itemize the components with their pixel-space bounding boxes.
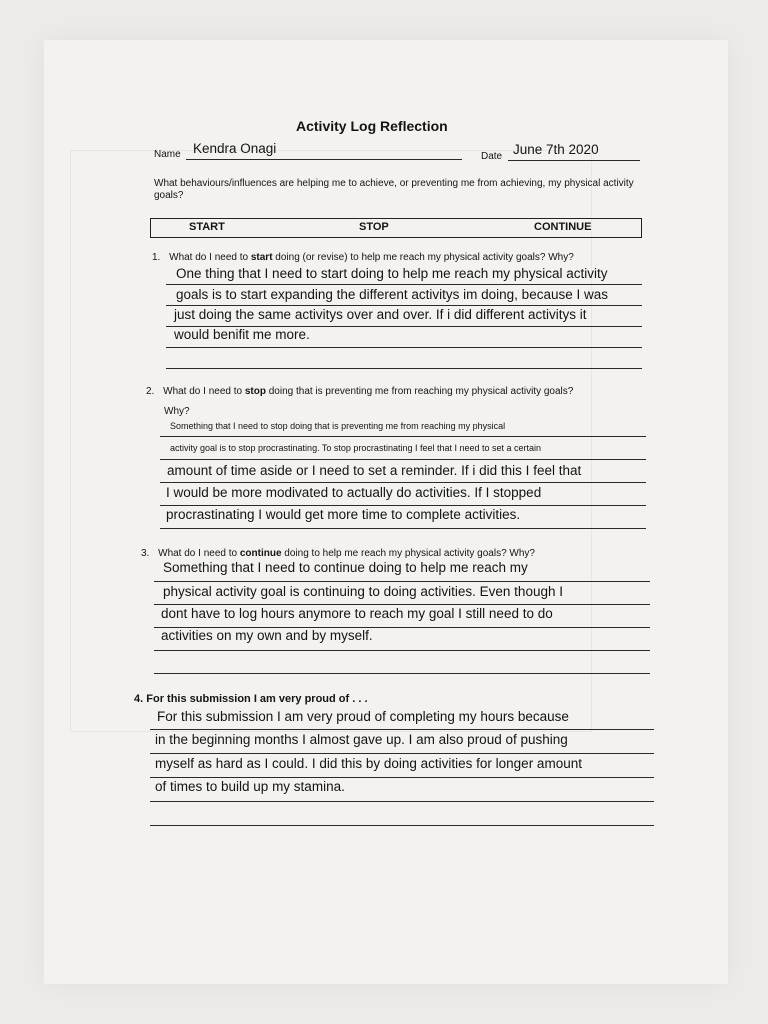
question-2-pre: What do I need to (163, 386, 245, 397)
q2-rule-5 (160, 528, 646, 529)
date-value: June 7th 2020 (513, 142, 599, 157)
q3-rule-2 (154, 604, 650, 605)
q3-answer-line-3: dont have to log hours anymore to reach my goal I still need to do (161, 606, 553, 621)
q3-rule-4 (154, 650, 650, 651)
name-line (186, 159, 462, 160)
q4-answer-line-3: myself as hard as I could. I did this by doing activities for longer amount (155, 756, 582, 771)
q2-small-answer-line-2: activity goal is to stop procrastinating. To stop procrastinating I feel that I need to set a certain (170, 443, 542, 453)
continue-column-label: CONTINUE (534, 221, 592, 233)
start-stop-continue-box (150, 218, 642, 238)
q2-answer-line-1: amount of time aside or I need to set a reminder. If i did this I feel that (167, 463, 582, 478)
q1-rule-4 (166, 347, 642, 348)
date-label: Date (481, 151, 503, 162)
q1-answer-line-1: One thing that I need to start doing to help me reach my physical activity (176, 266, 608, 281)
question-2-number: 2. (146, 386, 155, 397)
date-line (508, 160, 640, 161)
question-2 (146, 386, 573, 398)
form-title: Activity Log Reflection (296, 118, 448, 134)
q2-rule-1 (160, 436, 646, 437)
q2-rule-4 (160, 505, 646, 506)
q1-answer-line-2: goals is to start expanding the different activitys im doing, because I was (176, 287, 608, 302)
q2-small-answer-line-1: Something that I need to stop doing that is preventing me from reaching my physical (170, 421, 506, 431)
q3-answer-line-4: activities on my own and by myself. (161, 628, 373, 643)
question-3-post: doing to help me reach my physical activity goals? Why? (281, 548, 535, 559)
q4-rule-2 (150, 753, 654, 754)
question-1-post: doing (or revise) to help me reach my physical activity goals? Why? (272, 252, 574, 263)
q2-rule-2 (160, 459, 646, 460)
q3-rule-5 (154, 673, 650, 674)
question-2-keyword: stop (244, 386, 266, 397)
q4-rule-1 (150, 729, 654, 730)
q1-answer-line-3: just doing the same activitys over and over. If i did different activitys it (174, 307, 587, 322)
question-3-pre: What do I need to (158, 548, 240, 559)
stop-column-label: STOP (359, 221, 389, 233)
q4-rule-5 (150, 825, 654, 826)
name-value: Kendra Onagi (193, 141, 277, 156)
question-2-why: Why? (164, 406, 190, 417)
name-label: Name (154, 149, 181, 160)
q4-rule-4 (150, 801, 654, 802)
q4-rule-3 (150, 777, 654, 778)
q1-rule-1 (166, 284, 642, 285)
question-1-number: 1. (152, 252, 161, 263)
q2-answer-line-3: procrastinating I would get more time to complete activities. (166, 507, 521, 522)
question-1-keyword: start (250, 252, 273, 263)
question-3-number: 3. (141, 548, 150, 559)
q1-answer-line-4: would benifit me more. (174, 327, 310, 342)
q1-rule-5 (166, 368, 642, 369)
intro-question: What behaviours/influences are helping me to achieve, or preventing me from achieving, my physical activity goals? (154, 178, 634, 201)
q4-answer-line-4: of times to build up my stamina. (155, 779, 345, 794)
question-1 (152, 252, 574, 264)
q3-answer-line-2: physical activity goal is continuing to doing activities. Even though I (163, 584, 563, 599)
q3-rule-1 (154, 581, 650, 582)
question-2-post: doing that is preventing me from reaching my physical activity goals? (265, 386, 574, 397)
q4-answer-line-2: in the beginning months I almost gave up. I am also proud of pushing (155, 732, 568, 747)
q4-answer-line-1: For this submission I am very proud of completing my hours because (157, 709, 569, 724)
question-3 (141, 548, 535, 560)
start-column-label: START (189, 221, 225, 233)
question-4 (134, 693, 368, 705)
question-1-pre: What do I need to (169, 252, 251, 263)
question-3-keyword: continue (239, 548, 282, 559)
q2-answer-line-2: I would be more modivated to actually do activities. If I stopped (166, 485, 542, 500)
q1-rule-2 (166, 305, 642, 306)
question-4-prompt: For this submission I am very proud of . . . (146, 693, 368, 705)
q3-answer-line-1: Something that I need to continue doing to help me reach my (163, 560, 528, 575)
q2-rule-3 (160, 482, 646, 483)
question-4-number: 4. (134, 693, 144, 705)
